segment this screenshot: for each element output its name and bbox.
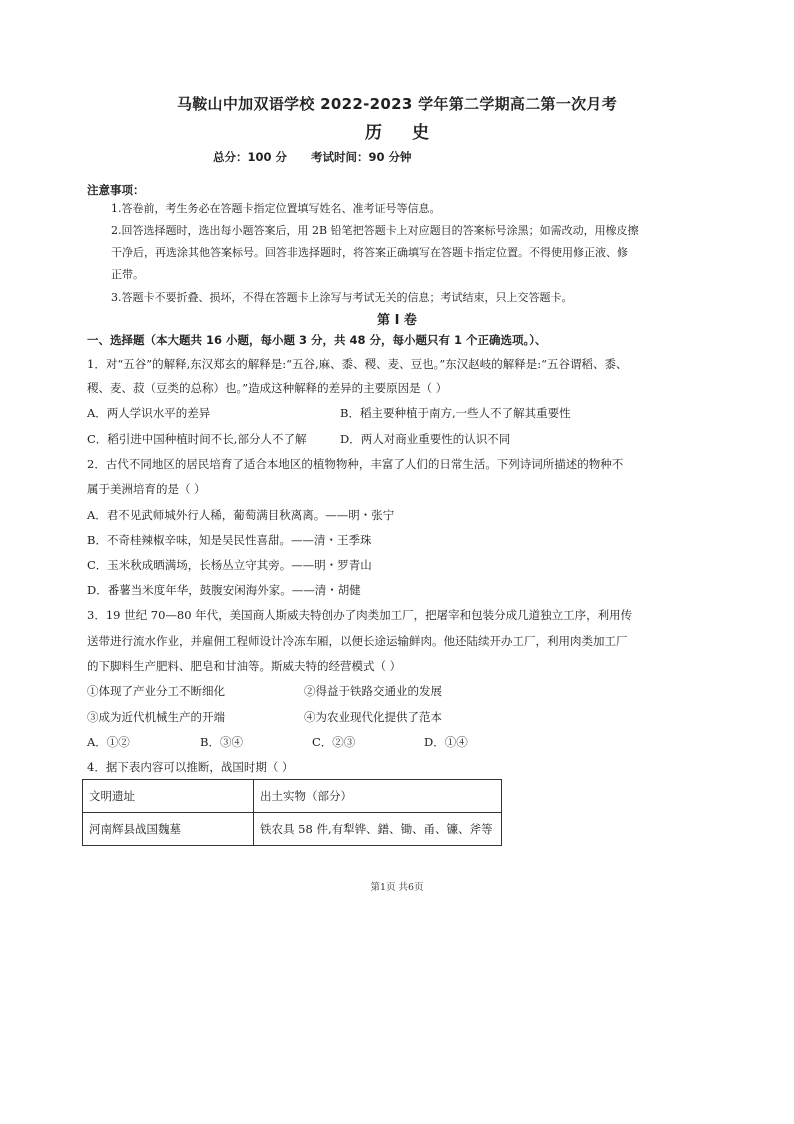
notice-heading: 注意事项： [87, 183, 145, 197]
subject-title: 历 史 [365, 123, 441, 143]
question-2-line: 属于美洲培育的是（ ） [87, 482, 206, 496]
q3-statement-4: ④为农业现代化提供了范本 [304, 710, 442, 724]
q1-option-a: A．两人学识水平的差异 [87, 406, 211, 420]
q3-option-a: A．①② [87, 735, 130, 749]
question-1-line: 稷、麦、菽（豆类的总称）也。”造成这种解释的差异的主要原因是（ ） [87, 381, 448, 395]
table-row [83, 780, 502, 813]
table-row [83, 813, 502, 846]
question-2-line: 2．古代不同地区的居民培育了适合本地区的植物物种，丰富了人们的日常生活。下列诗词所描述的物种不 [87, 457, 624, 471]
notice-item: 2.回答选择题时，选出每小题答案后，用 2B 铅笔把答题卡上对应题目的答案标号涂黑；如需改动，用橡皮擦 [111, 224, 639, 237]
q3-statement-3: ③成为近代机械生产的开端 [87, 710, 225, 724]
q2-option-a: A．君不见武师城外行人稀，葡萄满目秋离离。——明・张宁 [87, 508, 395, 522]
notice-item: 3.答题卡不要折叠、损坏，不得在答题卡上涂写与考试无关的信息；考试结束，只上交答题卡。 [111, 291, 573, 304]
q3-option-d: D．①④ [424, 735, 468, 749]
question-3-line: 送带进行流水作业，并雇佣工程师设计冷冻车厢，以便长途运输鲜肉。他还陆续开办工厂，利用肉类加工厂 [87, 634, 628, 648]
question-1-line: 1．对“五谷”的解释,东汉郑玄的解释是:“五谷,麻、黍、稷、麦、豆也。”东汉赵岐的解释是:“五谷谓稻、黍、 [87, 357, 628, 371]
relics-table [82, 779, 502, 846]
question-3-line: 3．19 世纪 70—80 年代，美国商人斯威夫特创办了肉类加工厂，把屠宰和包装分成几道独立工序，利用传 [87, 608, 633, 622]
q3-statement-1: ①体现了产业分工不断细化 [87, 684, 225, 698]
exam-meta [213, 149, 412, 165]
table-header-cell: 出土实物（部分） [254, 780, 502, 813]
notice-item: 干净后，再选涂其他答案标号。回答非选择题时，将答案正确填写在答题卡指定位置。不得使用修正液、修 [111, 246, 628, 259]
notice-item: 正带。 [111, 268, 144, 281]
exam-title: 马鞍山中加双语学校 2022-2023 学年第二学期高二第一次月考 [176, 95, 618, 113]
question-3-line: 的下脚料生产肥料、肥皂和甘油等。斯威夫特的经营模式（ ） [87, 659, 402, 673]
exam-time: 考试时间：90 分钟 [311, 150, 412, 164]
q2-option-b: B．不奇桂辣椒辛味，知是吴民性喜甜。——清・王季珠 [87, 533, 372, 547]
q1-option-d: D．两人对商业重要性的认识不同 [340, 432, 511, 446]
q1-option-c: C．稻引进中国种植时间不长,部分人不了解 [87, 432, 307, 446]
section-heading: 一、选择题（本大题共 16 小题，每小题 3 分，共 48 分，每小题只有 1 个正确选项。）、 [87, 333, 547, 347]
q1-option-b: B．稻主要种植于南方,一些人不了解其重要性 [340, 406, 571, 420]
volume-heading: 第 I 卷 [377, 313, 417, 328]
q3-option-c: C．②③ [312, 735, 356, 749]
total-score: 总分：100 分 [213, 150, 288, 164]
notice-item: 1.答卷前，考生务必在答题卡指定位置填写姓名、准考证号等信息。 [111, 202, 441, 215]
q3-option-b: B．③④ [200, 735, 243, 749]
table-header-cell: 文明遗址 [83, 780, 254, 813]
page-footer: 第1页 共6页 [370, 882, 424, 893]
table-cell: 铁农具 58 件,有犁铧、鐠、锄、甬、镰、斧等 [254, 813, 502, 846]
q2-option-c: C．玉米秋成晒满场，长杨丛立守其旁。——明・罗青山 [87, 558, 372, 572]
q2-option-d: D．番薯当米度年华，鼓腹安闲海外家。——清・胡健 [87, 583, 361, 597]
question-4-line: 4．据下表内容可以推断，战国时期（ ） [87, 760, 294, 774]
table-cell: 河南辉县战国魏墓 [83, 813, 254, 846]
q3-statement-2: ②得益于铁路交通业的发展 [304, 684, 442, 698]
